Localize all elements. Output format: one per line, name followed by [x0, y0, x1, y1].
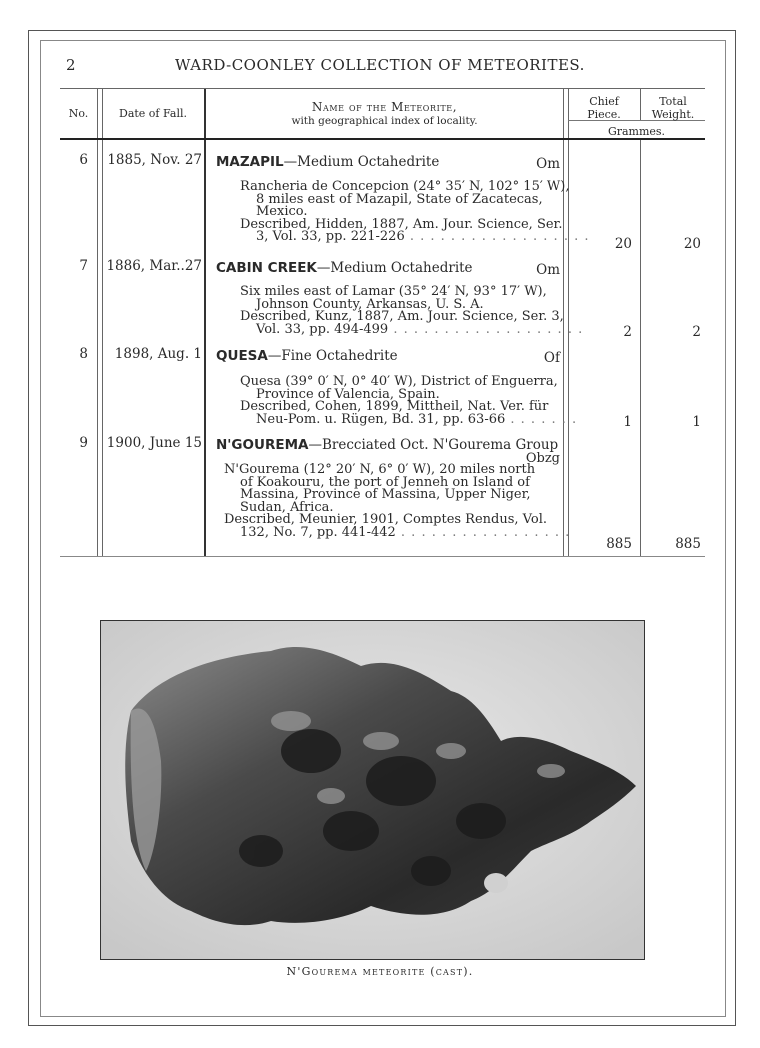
locality-description: N'Gourema (12° 20′ N, 6° 0′ W), 20 miles north of Koakouru, the port of Jenneh on Island of Massina, Province of Massina, Upper Niger, Sudan, Africa. Described, Meunier, 1901, Comptes Rendus, Vol. 132, No. 7, pp. 441-442 . . . . . . . . . . . . . . . . .	[224, 462, 571, 540]
header-unit: Grammes.	[607, 125, 666, 138]
header-name: Name of the Meteorite,	[311, 100, 458, 114]
column-rule	[640, 139, 641, 556]
chief-piece-weight: 885	[606, 536, 632, 552]
meteorite-table	[60, 88, 705, 557]
row-number: 9	[79, 435, 88, 451]
total-weight: 2	[692, 324, 701, 340]
meteorite-name: QUESA—Fine Octahedrite Of	[216, 348, 560, 366]
page-number: 2	[66, 56, 76, 74]
column-rule	[102, 89, 103, 556]
meteorite-name: N'GOUREMA—Brecciated Oct. N'Gourema Group Obzg	[216, 437, 560, 466]
header-name-sub: with geographical index of locality.	[291, 115, 478, 127]
row-number: 7	[79, 258, 88, 274]
figure-caption: N'Gourema meteorite (cast).	[286, 965, 474, 978]
chief-piece-weight: 1	[623, 414, 632, 430]
meteorite-photograph	[100, 620, 645, 960]
header-total: Total Weight.	[651, 95, 695, 121]
total-weight: 20	[683, 236, 701, 252]
chief-piece-weight: 20	[614, 236, 632, 252]
header-chief: Chief Piece.	[587, 95, 621, 121]
header-rule	[60, 138, 705, 140]
header-no: No.	[68, 107, 89, 120]
meteorite-name: MAZAPIL—Medium Octahedrite Om	[216, 154, 560, 172]
column-rule	[204, 89, 206, 556]
header-date: Date of Fall.	[119, 107, 187, 120]
date-of-fall: 1885, Nov. 27	[107, 152, 202, 168]
date-of-fall: 1886, Mar..27	[106, 258, 202, 274]
date-of-fall: 1898, Aug. 1	[114, 346, 202, 362]
running-title: WARD-COONLEY COLLECTION OF METEORITES.	[175, 56, 585, 74]
locality-description: Six miles east of Lamar (35° 24′ N, 93° 17′ W), Johnson County, Arkansas, U. S. A. Described, Kunz, 1887, Am. Jour. Science, Ser. 3, Vol. 33, pp. 494-499 . . . . . . . . . . . . . . . . . . .	[240, 284, 584, 337]
date-of-fall: 1900, June 15	[106, 435, 202, 451]
locality-description: Quesa (39° 0′ N, 0° 40′ W), District of Enguerra, Province of Valencia, Spain. Described, Cohen, 1899, Mittheil, Nat. Ver. für Neu-Pom. u. Rügen, Bd. 31, pp. 63-66 . . . . . . .	[240, 374, 578, 427]
total-weight: 1	[692, 414, 701, 430]
row-number: 6	[79, 152, 88, 168]
row-number: 8	[79, 346, 88, 362]
column-rule	[97, 89, 98, 556]
total-weight: 885	[675, 536, 701, 552]
meteorite-name: CABIN CREEK—Medium Octahedrite Om	[216, 260, 560, 278]
locality-description: Rancheria de Concepcion (24° 35′ N, 102° 15′ W), 8 miles east of Mazapil, State of Zacatecas, Mexico. Described, Hidden, 1887, Am. Jour. Science, Ser. 3, Vol. 33, pp. 221-226 . . . . . . . . . . . . . . . . . .	[240, 179, 590, 245]
chief-piece-weight: 2	[623, 324, 632, 340]
meteorite-image	[101, 621, 644, 959]
